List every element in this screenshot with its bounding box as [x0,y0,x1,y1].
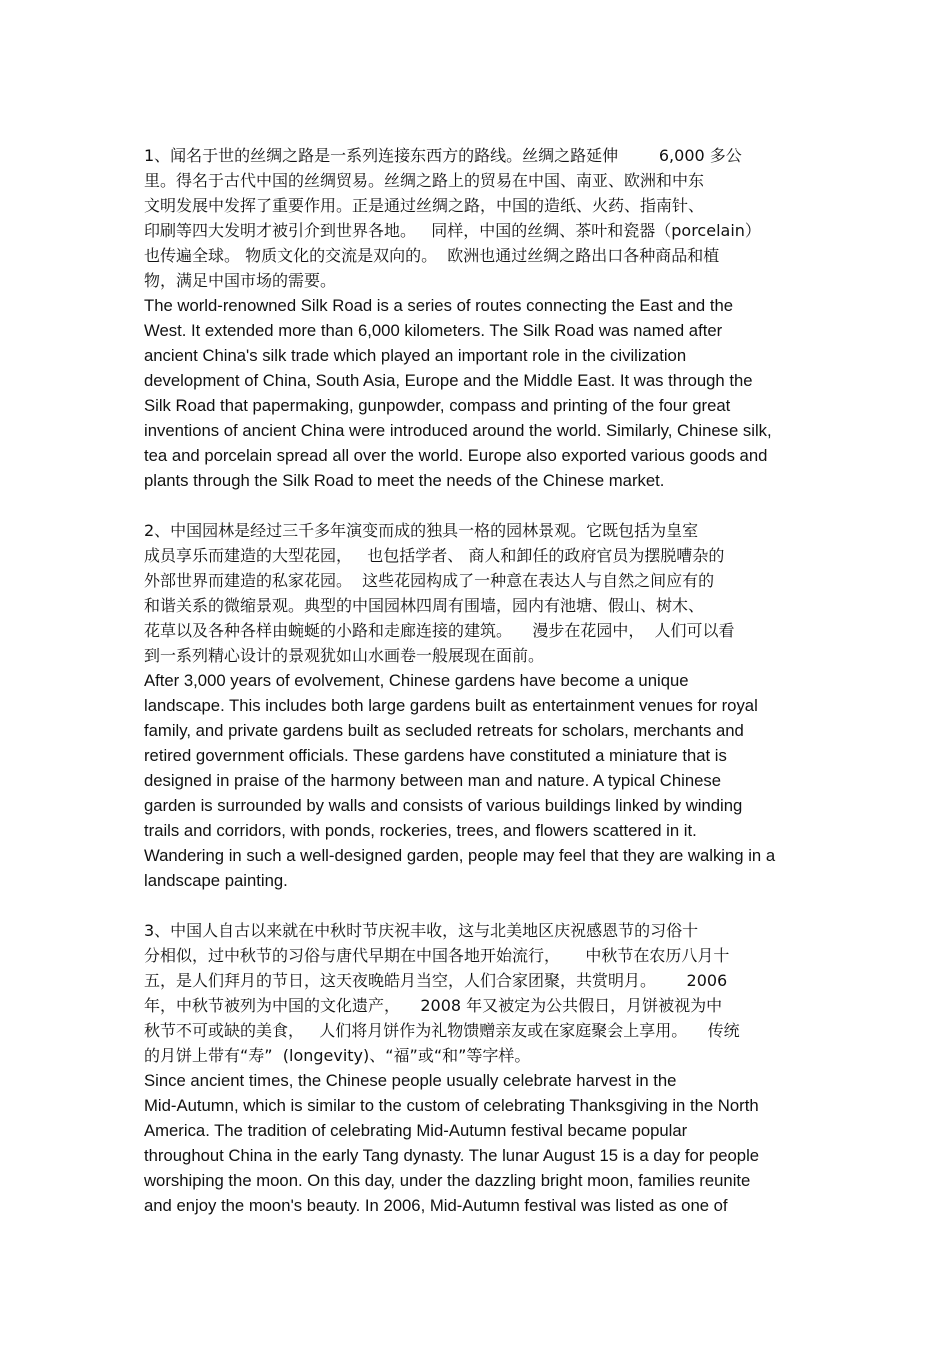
english-line: plants through the Silk Road to meet the needs of the Chinese market. [144,471,665,490]
english-line: Silk Road that papermaking, gunpowder, compass and printing of the four great [144,396,731,415]
english-line: designed in praise of the harmony between man and nature. A typical Chinese [144,771,722,790]
english-line: garden is surrounded by walls and consists of various buildings linked by winding [144,796,743,815]
chinese-line: 印刷等四大发明才被引介到世界各地。 同样，中国的丝绸、茶叶和瓷器（porcelain） [144,221,761,240]
english-line: West. It extended more than 6,000 kilometers. The Silk Road was named after [144,321,723,340]
chinese-line: 外部世界而建造的私家花园。 这些花园构成了一种意在表达人与自然之间应有的 [144,571,715,590]
chinese-line: 的月饼上带有“寿” (longevity)、“福”或“和”等字样。 [144,1046,531,1065]
english-line: ancient China's silk trade which played an important role in the civilization [144,346,687,365]
english-line: worshiping the moon. On this day, under the dazzling bright moon, families reunite [144,1171,751,1190]
english-line: throughout China in the early Tang dynasty. The lunar August 15 is a day for people [144,1146,760,1165]
english-line: landscape. This includes both large gardens built as entertainment venues for royal [144,696,758,715]
english-line: and enjoy the moon's beauty. In 2006, Mid-Autumn festival was listed as one of [144,1196,728,1215]
chinese-line: 分相似，过中秋节的习俗与唐代早期在中国各地开始流行， 中秋节在农历八月十 [144,946,730,965]
section-1 [144,143,824,493]
english-paragraph [144,1068,824,1218]
english-line: trails and corridors, with ponds, rockeries, trees, and flowers scattered in it. [144,821,697,840]
chinese-line: 1、闻名于世的丝绸之路是一系列连接东西方的路线。丝绸之路延伸 6,000 多公 [144,146,742,165]
english-line: After 3,000 years of evolvement, Chinese gardens have become a unique [144,671,689,690]
english-line: Wandering in such a well-designed garden, people may feel that they are walking in a [144,846,776,865]
chinese-line: 文明发展中发挥了重要作用。正是通过丝绸之路，中国的造纸、火药、指南针、 [144,196,705,215]
english-line: landscape painting. [144,871,288,890]
chinese-line: 物，满足中国市场的需要。 [144,271,337,290]
english-line: tea and porcelain spread all over the world. Europe also exported various goods and [144,446,768,465]
english-line: Since ancient times, the Chinese people usually celebrate harvest in the [144,1071,677,1090]
english-line: family, and private gardens built as secluded retreats for scholars, merchants and [144,721,744,740]
chinese-line: 花草以及各种各样由蜿蜒的小路和走廊连接的建筑。 漫步在花园中， 人们可以看 [144,621,735,640]
chinese-line: 2、中国园林是经过三千多年演变而成的独具一格的园林景观。它既包括为皇室 [144,521,699,540]
chinese-line: 成员享乐而建造的大型花园， 也包括学者、 商人和卸任的政府官员为摆脱嘈杂的 [144,546,725,565]
english-line: Mid-Autumn, which is similar to the custom of celebrating Thanksgiving in the North [144,1096,759,1115]
section-3 [144,918,824,1218]
chinese-line: 五，是人们拜月的节日，这天夜晚皓月当空，人们合家团聚，共赏明月。 2006 [144,971,728,990]
english-line: development of China, South Asia, Europe and the Middle East. It was through the [144,371,753,390]
chinese-line: 里。得名于古代中国的丝绸贸易。丝绸之路上的贸易在中国、南亚、欧洲和中东 [144,171,705,190]
chinese-line: 年，中秋节被列为中国的文化遗产， 2008 年又被定为公共假日，月饼被视为中 [144,996,723,1015]
paragraph-gap [144,893,824,918]
english-line: America. The tradition of celebrating Mid-Autumn festival became popular [144,1121,688,1140]
document-text-body [144,143,824,1218]
chinese-paragraph [144,918,824,1068]
english-line: The world-renowned Silk Road is a series of routes connecting the East and the [144,296,734,315]
english-line: retired government officials. These gardens have constituted a miniature that is [144,746,727,765]
chinese-paragraph [144,518,824,668]
paragraph-gap [144,493,824,518]
chinese-line: 也传遍全球。 物质文化的交流是双向的。 欧洲也通过丝绸之路出口各种商品和植 [144,246,720,265]
chinese-line: 秋节不可或缺的美食， 人们将月饼作为礼物馈赠亲友或在家庭聚会上享用。 传统 [144,1021,740,1040]
english-paragraph [144,293,824,493]
chinese-line: 3、中国人自古以来就在中秋时节庆祝丰收，这与北美地区庆祝感恩节的习俗十 [144,921,699,940]
english-line: inventions of ancient China were introduced around the world. Similarly, Chinese silk, [144,421,772,440]
chinese-line: 到一系列精心设计的景观犹如山水画卷一般展现在面前。 [144,646,545,665]
english-paragraph [144,668,824,893]
section-2 [144,518,824,893]
chinese-line: 和谐关系的微缩景观。典型的中国园林四周有围墙，园内有池塘、假山、树木、 [144,596,705,615]
chinese-paragraph [144,143,824,293]
